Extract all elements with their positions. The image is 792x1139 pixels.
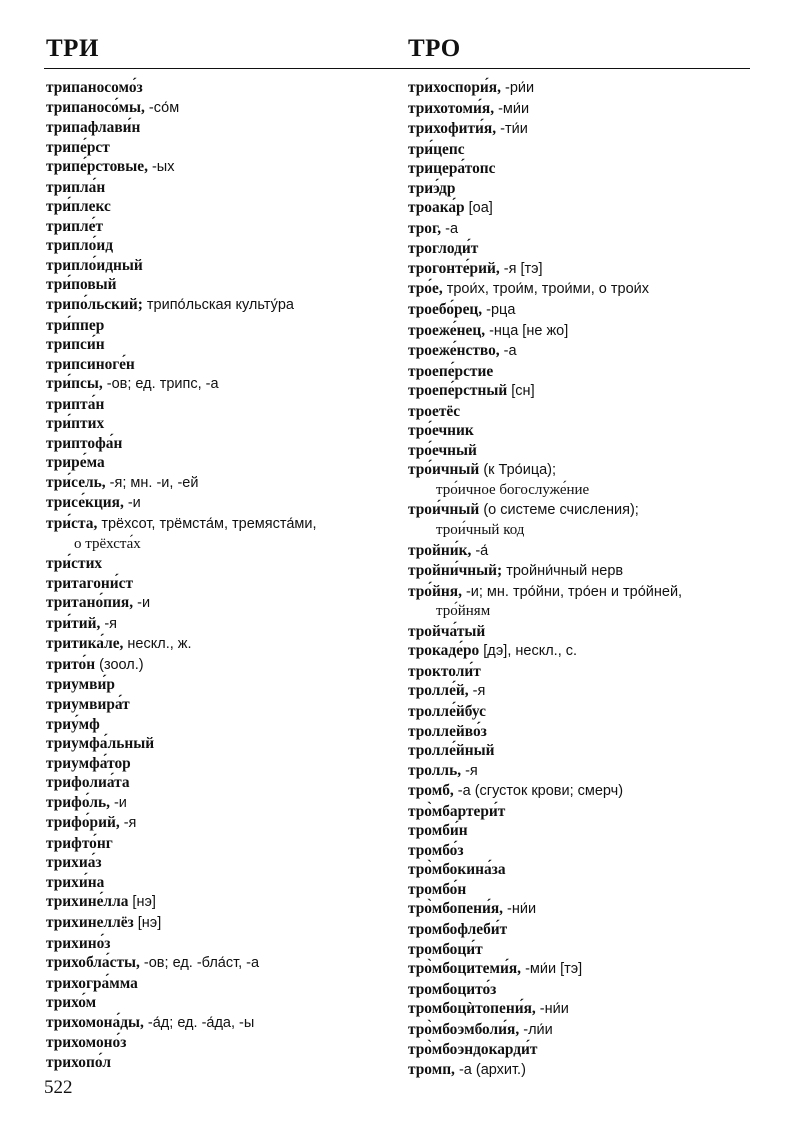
dictionary-entry <box>46 138 396 158</box>
headword: трихотоми́я, <box>408 99 495 117</box>
dictionary-entry <box>46 414 396 434</box>
dictionary-entry <box>46 178 396 198</box>
headword: три́ста, <box>46 515 98 533</box>
headword: троетёс <box>408 402 461 420</box>
dictionary-entry <box>46 892 396 913</box>
dictionary-entry <box>408 662 753 682</box>
dictionary-entry <box>408 1060 753 1081</box>
headword: трихино́з <box>46 934 111 952</box>
entry-note: -и <box>123 495 141 512</box>
dictionary-entry <box>46 554 396 574</box>
dictionary-entry <box>408 741 753 761</box>
left-column <box>46 78 396 1072</box>
dictionary-entry <box>408 959 753 980</box>
headword: троеже́нец, <box>408 321 486 339</box>
headword: трипо́льский; <box>46 296 143 314</box>
entry-note: -и <box>109 794 127 811</box>
entry-note: тройни́чный нерв <box>502 563 624 580</box>
headword: троглоди́т <box>408 240 479 258</box>
headword: триэ́др <box>408 179 456 197</box>
headword: три́псы, <box>46 375 103 393</box>
entry-note: -я <box>461 762 478 779</box>
dictionary-entry <box>46 974 396 994</box>
dictionary-entry <box>46 574 396 594</box>
dictionary-entry <box>46 493 396 514</box>
dictionary-entry <box>46 715 396 735</box>
dictionary-entry <box>46 813 396 834</box>
headword: тро́ичный <box>408 461 480 479</box>
dictionary-entry <box>408 761 753 782</box>
right-column <box>408 78 753 1080</box>
dictionary-entry <box>46 395 396 415</box>
headword: тройни́к, <box>408 541 472 559</box>
dictionary-entry <box>408 99 753 120</box>
dictionary-entry <box>46 256 396 276</box>
headword: трихопо́л <box>46 1053 111 1071</box>
headword: троеже́нство, <box>408 342 500 360</box>
entry-note: -ых <box>147 159 175 176</box>
entry-note: трипо́льская культу́ра <box>142 297 294 314</box>
headword: тритагони́ст <box>46 574 134 592</box>
headword: троебо́рец, <box>408 301 483 319</box>
headword: триpе́ма <box>46 454 105 472</box>
entry-note: -ов; ед. трипс, -а <box>102 376 219 393</box>
entry-note: -со́м <box>144 99 180 116</box>
entry-note: -а (сгусток крови; смерч) <box>453 783 624 800</box>
entry-continuation: тро́ичное богослуже́ние <box>436 481 590 498</box>
entry-note: нескл., ж. <box>123 636 192 653</box>
headword: трихиа́з <box>46 854 102 872</box>
dictionary-entry <box>408 279 753 300</box>
dictionary-entry <box>46 295 396 316</box>
entry-note: -а <box>441 220 459 237</box>
entry-note: -ми́и <box>494 100 530 117</box>
dictionary-entry <box>46 514 396 535</box>
dictionary-entry <box>408 541 753 562</box>
headword: тритика́ле, <box>46 635 124 653</box>
headword: тролль, <box>408 761 462 779</box>
dictionary-entry <box>408 219 753 240</box>
headword: тромбо́з <box>408 841 464 859</box>
headword: трихине́лла <box>46 893 129 911</box>
entry-note: -нца [не жо] <box>485 322 569 339</box>
entry-note: [оа] <box>464 200 493 217</box>
dictionary-entry <box>408 119 753 140</box>
dictionary-entry <box>46 1053 396 1073</box>
dictionary-entry <box>46 834 396 854</box>
headword: тромбоцѝтопени́я, <box>408 1000 536 1018</box>
entry-note: -ов; ед. -бла́ст, -а <box>139 955 260 972</box>
dictionary-entry <box>46 374 396 395</box>
dictionary-entry <box>46 316 396 336</box>
entry-note: -я <box>100 615 118 632</box>
dictionary-entry <box>408 561 753 582</box>
dictionary-entry <box>408 802 753 822</box>
headword: трог, <box>408 219 442 237</box>
headword: трифо́ль, <box>46 793 110 811</box>
dictionary-entry <box>408 899 753 920</box>
dictionary-entry <box>46 217 396 237</box>
headword: триптофа́н <box>46 434 123 452</box>
headword: тро̀мбоэндокарди́т <box>408 1041 538 1059</box>
headword: трогонте́рий, <box>408 259 500 277</box>
dictionary-entry <box>408 582 753 603</box>
dictionary-entry <box>408 940 753 960</box>
headword: тро́е, <box>408 280 443 298</box>
headword: трифо́рий, <box>46 814 120 832</box>
dictionary-entry <box>408 259 753 280</box>
dictionary-entry <box>408 381 753 402</box>
entry-note: -а <box>499 343 517 360</box>
headword: троктоли́т <box>408 662 481 680</box>
dictionary-entry <box>46 953 396 974</box>
headword: три́тий, <box>46 614 101 632</box>
dictionary-entry <box>408 460 753 481</box>
headword: тро̀мбопени́я, <box>408 900 503 918</box>
dictionary-entry <box>46 453 396 473</box>
dictionary-entry <box>46 773 396 793</box>
dictionary-entry <box>46 695 396 715</box>
dictionary-entry <box>408 702 753 722</box>
dictionary-entry <box>408 500 753 521</box>
dictionary-entry <box>408 781 753 802</box>
headword: трицера́топс <box>408 160 496 178</box>
headword: трихогра́мма <box>46 974 138 992</box>
headword: трои́чный <box>408 501 480 519</box>
headword: трипе́рст <box>46 138 110 156</box>
entry-continuation: трои́чный код <box>436 522 525 539</box>
headword: тритано́пия, <box>46 594 134 612</box>
dictionary-entry <box>408 1020 753 1041</box>
headword: тро̀мбартери́т <box>408 802 506 820</box>
dictionary-entry <box>408 920 753 940</box>
dictionary-entry <box>408 421 753 441</box>
entry-note: [нэ] <box>128 894 156 911</box>
entry-note: трои́х, трои́м, трои́ми, о трои́х <box>442 281 649 298</box>
dictionary-entry <box>46 913 396 934</box>
headword: тро̀мбоэмболи́я, <box>408 1020 520 1038</box>
entry-continuation: тро́йням <box>436 603 491 620</box>
headword: трипаносо́мы, <box>46 98 145 116</box>
entry-note: -ли́и <box>519 1021 553 1038</box>
headword: три́повый <box>46 276 117 294</box>
page-number: 522 <box>44 1077 73 1098</box>
headword: трихоспори́я, <box>408 79 501 96</box>
headword: трихинеллёз <box>46 913 134 931</box>
headword: три́цепс <box>408 140 465 158</box>
headword: трисе́кция, <box>46 494 124 512</box>
dictionary-entry <box>408 441 753 461</box>
headword: трипта́н <box>46 395 105 413</box>
dictionary-entry <box>46 78 396 98</box>
headword: трито́н <box>46 655 96 673</box>
headword: триумви́р <box>46 676 115 694</box>
dictionary-entry <box>46 335 396 355</box>
header-rule <box>44 68 750 69</box>
headword: тролле́йный <box>408 742 495 760</box>
dictionary-entry <box>408 341 753 362</box>
dictionary-entry <box>408 722 753 742</box>
headword: триу́мф <box>46 715 100 733</box>
headword: трифолиа́та <box>46 774 130 792</box>
entry-continuation: о трёхста́х <box>74 535 141 552</box>
headword: троепе́рстие <box>408 362 494 380</box>
headword: тро́ечный <box>408 441 477 459</box>
headword: три́ппер <box>46 316 105 334</box>
headword: трихобла́сты, <box>46 954 140 972</box>
dictionary-entry <box>46 993 396 1013</box>
dictionary-entry <box>46 614 396 635</box>
running-head-right: ТРО <box>408 35 461 62</box>
dictionary-entry <box>408 198 753 219</box>
headword: трихо́м <box>46 994 97 1012</box>
dictionary-entry <box>408 622 753 642</box>
headword: трипло́ид <box>46 237 114 255</box>
dictionary-entry <box>408 841 753 861</box>
entry-note: -я; мн. -и, -ей <box>105 474 199 491</box>
headword: триумфа́тор <box>46 754 131 772</box>
dictionary-entry <box>408 821 753 841</box>
dictionary-entry <box>46 236 396 256</box>
headword: трипси́н <box>46 336 105 354</box>
headword: три́сель, <box>46 473 106 491</box>
dictionary-entry <box>408 860 753 880</box>
entry-note: -а́ <box>471 542 489 559</box>
entry-note: -я <box>119 815 137 832</box>
headword: три́птих <box>46 415 105 433</box>
headword: тролле́йбус <box>408 702 486 720</box>
entry-note: -я <box>468 683 486 700</box>
dictionary-entry <box>408 980 753 1000</box>
dictionary-entry <box>408 362 753 382</box>
dictionary-entry <box>46 655 396 676</box>
dictionary-entry <box>46 754 396 774</box>
dictionary-entry <box>408 179 753 199</box>
headword: трипла́н <box>46 178 106 196</box>
dictionary-entry <box>408 300 753 321</box>
dictionary-entry <box>46 793 396 814</box>
headword: три́плекс <box>46 198 111 216</box>
headword: трифто́нг <box>46 834 113 852</box>
entry-note: -ти́и <box>496 121 528 138</box>
headword: трокаде́ро <box>408 642 480 660</box>
dictionary-entry <box>408 681 753 702</box>
entry-note: трёхсот, трёмста́м, тремяста́ми, <box>97 516 317 533</box>
dictionary-entry <box>46 275 396 295</box>
dictionary-entry <box>46 934 396 954</box>
entry-note: -а (архит.) <box>454 1061 526 1078</box>
dictionary-entry <box>408 140 753 160</box>
entry-note: -рца <box>482 302 516 319</box>
dictionary-entry <box>46 1013 396 1034</box>
dictionary-entry <box>408 641 753 662</box>
headword: трипаносомо́з <box>46 79 143 96</box>
headword: тро́йня, <box>408 582 462 600</box>
entry-note: -я [тэ] <box>499 260 543 277</box>
dictionary-entry <box>46 675 396 695</box>
headword: тромбоци́т <box>408 940 483 958</box>
entry-note: -ми́и [тэ] <box>521 961 583 978</box>
dictionary-entry <box>46 634 396 655</box>
headword: трипсиноге́н <box>46 355 135 373</box>
headword: триумфа́льный <box>46 735 155 753</box>
headword: тромбоцито́з <box>408 980 497 998</box>
dictionary-entry <box>46 98 396 119</box>
headword: трихомона́ды, <box>46 1013 144 1031</box>
entry-note: [сн] <box>507 383 535 400</box>
dictionary-entry <box>408 321 753 342</box>
dictionary-entry <box>46 197 396 217</box>
headword: тромб, <box>408 782 454 800</box>
headword: тройча́тый <box>408 622 486 640</box>
entry-note: -ни́и <box>503 901 537 918</box>
entry-note: -ри́и <box>500 80 535 96</box>
dictionary-entry <box>408 1040 753 1060</box>
headword: троака́р <box>408 199 465 217</box>
headword: трихомоно́з <box>46 1034 127 1052</box>
dictionary-entry <box>46 434 396 454</box>
dictionary-entry <box>46 473 396 494</box>
dictionary-entry <box>46 1033 396 1053</box>
headword: трихи́на <box>46 873 105 891</box>
headword: трипле́т <box>46 217 104 235</box>
headword: тромбо́н <box>408 880 467 898</box>
entry-note: -и <box>133 595 151 612</box>
dictionary-entry <box>408 402 753 422</box>
dictionary-entry <box>46 873 396 893</box>
dictionary-entry <box>46 157 396 178</box>
headword: тро̀мбоцитеми́я, <box>408 960 522 978</box>
dictionary-entry <box>408 880 753 900</box>
entry-note: [дэ], нескл., с. <box>479 643 578 660</box>
entry-note: -ни́и <box>535 1001 569 1018</box>
headword: тромби́н <box>408 822 468 840</box>
dictionary-entry <box>408 999 753 1020</box>
dictionary-entry <box>408 159 753 179</box>
entry-note: -и; мн. тро́йни, тро́ен и тро́йней, <box>461 583 683 600</box>
headword: тромп, <box>408 1060 455 1078</box>
dictionary-entry <box>408 239 753 259</box>
dictionary-entry <box>408 78 753 99</box>
dictionary-entry <box>46 593 396 614</box>
headword: три́стих <box>46 555 103 573</box>
headword: тройни́чный; <box>408 562 503 580</box>
headword: тро̀мбокина́за <box>408 861 506 879</box>
entry-note: [нэ] <box>133 914 162 931</box>
dictionary-entry <box>46 118 396 138</box>
entry-note: (о системе счисления); <box>479 502 639 519</box>
headword: тролле́й, <box>408 682 469 700</box>
dictionary-entry <box>46 734 396 754</box>
headword: тромбофлеби́т <box>408 920 508 938</box>
dictionary-entry <box>46 853 396 873</box>
headword: трипе́рстовые, <box>46 158 148 176</box>
headword: тро́ечник <box>408 422 474 440</box>
headword: трипафлави́н <box>46 119 141 137</box>
headword: трихофити́я, <box>408 120 497 138</box>
headword: троепе́рстный <box>408 382 508 400</box>
headword: триумвира́т <box>46 695 130 713</box>
dictionary-entry <box>46 355 396 375</box>
entry-note: -а́д; ед. -а́да, -ы <box>143 1014 255 1031</box>
headword: трипло́идный <box>46 256 143 274</box>
running-head-left: ТРИ <box>46 35 99 62</box>
headword: троллейво́з <box>408 722 487 740</box>
entry-note: (зоол.) <box>95 656 144 673</box>
entry-note: (к Тро́ица); <box>479 462 557 479</box>
